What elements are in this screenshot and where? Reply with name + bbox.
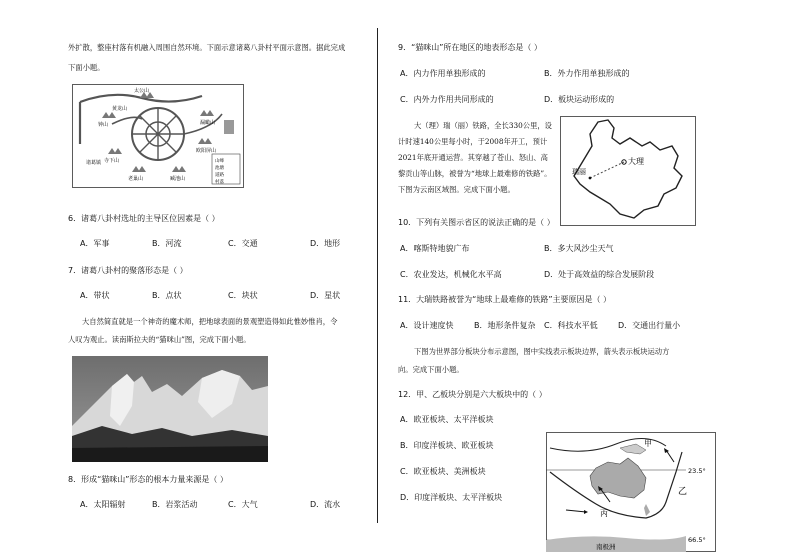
q7-option-a[interactable]: A．带状 — [80, 291, 110, 300]
q8-option-c[interactable]: C．大气 — [228, 500, 258, 509]
map-label-siyuan: 寺下山 — [104, 158, 120, 164]
passage-line-5: 下图为云南区域图。完成下面小题。 — [398, 185, 515, 194]
q8-option-a[interactable]: A．太阳辐射 — [80, 500, 126, 509]
legend-road: 道路 — [215, 173, 224, 178]
q10-stem: 10．下列有关图示省区的说法正确的是（ ） — [398, 218, 555, 227]
legend-pond: 池塘 — [215, 166, 224, 171]
label-yi: 乙 — [678, 487, 688, 497]
q6-option-d[interactable]: D．地形 — [310, 239, 341, 248]
yunnan-map — [560, 116, 696, 226]
q11-option-d[interactable]: D．交通出行量小 — [618, 321, 681, 330]
label-bing: 丙 — [600, 509, 608, 518]
q9-stem: 9．“猫咪山”所在地区的地表形态是（ ） — [398, 43, 542, 52]
q9-option-a[interactable]: A．内力作用单独形成的 — [400, 69, 486, 78]
q7-option-c[interactable]: C．块状 — [228, 291, 258, 300]
map-label-zhongshan: 钟山 — [98, 122, 109, 128]
intro-text-6: 向。完成下面小题。 — [398, 365, 464, 374]
q6-option-a[interactable]: A．军事 — [80, 239, 110, 248]
plate-boundary-map — [546, 432, 716, 552]
q7-option-b[interactable]: B．点状 — [152, 291, 182, 300]
q9-option-b[interactable]: B．外力作用单独形成的 — [544, 69, 630, 78]
q6-option-b[interactable]: B．河流 — [152, 239, 182, 248]
passage-line-4: 黎贡山等山脉，被誉为“地球上最难修的铁路”。 — [398, 169, 552, 178]
intro-text-1: 外扩散，整座村落有机融入周围自然环境。下面示意诸葛八卦村平面示意图。据此完成 — [68, 43, 346, 52]
label-lat-23-5: 23.5° — [688, 467, 706, 475]
q8-option-b[interactable]: B．岩浆活动 — [152, 500, 198, 509]
passage-line-2: 计时速140公里每小时，于2008年开工，预计 — [398, 137, 548, 146]
q6-stem: 6．诸葛八卦村选址的主导区位因素是（ ） — [68, 214, 220, 223]
passage-line-3: 2021年底开通运营。其穿越了苍山、怒山、高 — [398, 153, 548, 162]
q6-option-c[interactable]: C．交通 — [228, 239, 258, 248]
intro-text-2: 下面小题。 — [68, 63, 105, 72]
q8-stem: 8．形成“猫咪山”形态的根本力量来源是（ ） — [68, 475, 228, 484]
legend-village: 村落 — [215, 180, 224, 185]
legend-mountain: 山峰 — [215, 159, 224, 164]
label-antarctica: 南极洲 — [596, 543, 616, 551]
label-lat-66-5: 66.5° — [688, 536, 706, 544]
q9-option-d[interactable]: D．板块运动形成的 — [544, 95, 615, 104]
map-label-taigong: 太公山 — [134, 88, 150, 94]
q12-stem: 12．甲、乙板块分别是六大板块中的（ ） — [398, 390, 547, 399]
q9-option-c[interactable]: C．内外力作用共同形成的 — [400, 95, 494, 104]
intro-text-3: 大自然简直就是一个神奇的魔术师，把地球表面的景观塑造得如此惟妙惟肖，令 — [82, 317, 338, 326]
label-dali: 大理 — [628, 157, 644, 166]
q10-option-d[interactable]: D．处于高效益的综合发展阶段 — [544, 270, 655, 279]
q10-option-a[interactable]: A．喀斯特地貌广布 — [400, 244, 470, 253]
q12-option-a[interactable]: A．欧亚板块、太平洋板块 — [400, 415, 494, 424]
label-ruili: 瑞丽 — [572, 168, 586, 176]
q11-option-b[interactable]: B．地形条件复杂 — [474, 321, 536, 330]
intro-text-5: 下图为世界部分板块分布示意图，图中实线表示板块边界，箭头表示板块运动方 — [414, 347, 670, 356]
map-label-qiyuan: 欧阳屏山 — [196, 148, 217, 154]
map-label-huangjie: 漏瞰山 — [200, 120, 216, 126]
q11-stem: 11．大瑞铁路被誉为“地球上最难修的铁路”主要原因是（ ） — [398, 295, 612, 304]
q7-option-d[interactable]: D．星状 — [310, 291, 341, 300]
cat-mountain-photo — [72, 356, 268, 462]
q8-option-d[interactable]: D．流水 — [310, 500, 341, 509]
q7-stem: 7．诸葛八卦村的聚落形态是（ ） — [68, 266, 188, 275]
q12-option-b[interactable]: B．印度洋板块、欧亚板块 — [400, 441, 494, 450]
q12-option-c[interactable]: C．欧亚板块、美洲板块 — [400, 467, 486, 476]
intro-text-4: 人叹为观止。读南斯拉夫的“猫咪山”图，完成下面小题。 — [68, 335, 251, 344]
passage-line-1: 大（理）瑞（丽）铁路，全长330公里，设 — [414, 121, 552, 130]
bagua-village-map — [72, 84, 244, 188]
q11-option-a[interactable]: A．设计速度快 — [400, 321, 454, 330]
q11-option-c[interactable]: C．科技水平低 — [544, 321, 598, 330]
map-label-guanhu: 臧池山 — [170, 176, 186, 182]
map-label-yuan: 诸葛镇 — [86, 160, 102, 166]
q12-option-d[interactable]: D．印度洋板块、太平洋板块 — [400, 493, 503, 502]
label-jia: 甲 — [644, 439, 652, 448]
q10-option-b[interactable]: B．多大风沙尘天气 — [544, 244, 614, 253]
map-label-laoba: 老巢山 — [128, 176, 144, 182]
column-divider — [377, 28, 378, 523]
q10-option-c[interactable]: C．农业发达，机械化水平高 — [400, 270, 502, 279]
map-label-huanglong: 黄龙山 — [112, 106, 128, 112]
